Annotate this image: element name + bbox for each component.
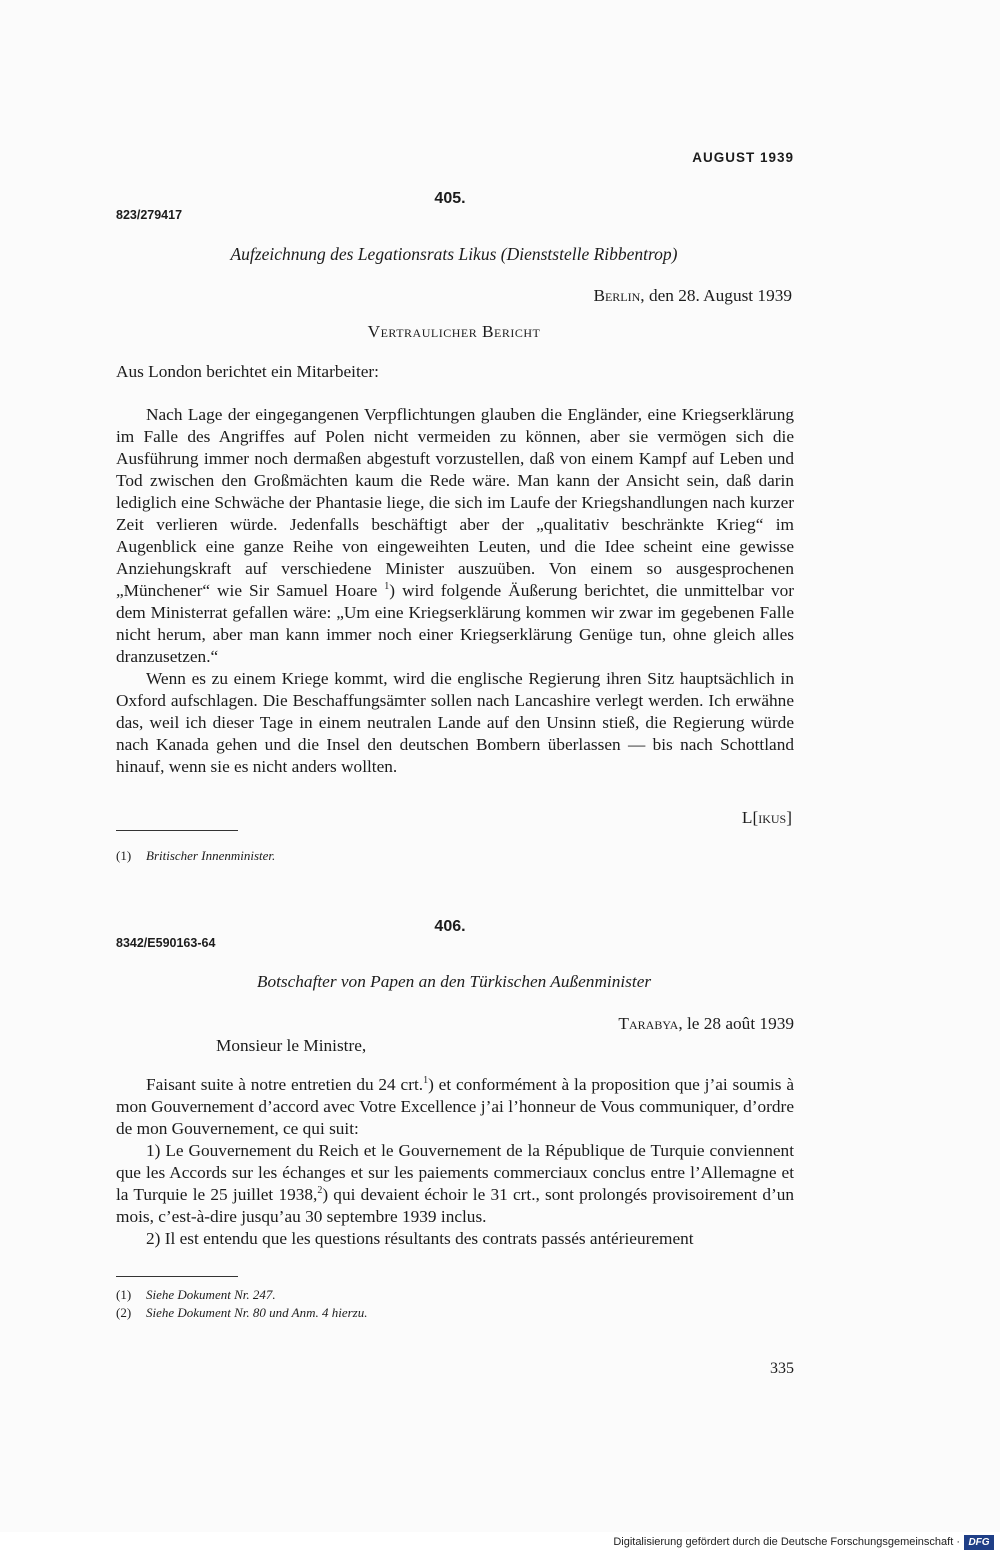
- paragraph: Nach Lage der eingegangenen Verpflichtungen glauben die Engländer, eine Kriegserklärung im Falle des Angriffes auf Polen nicht vermeiden zu können, aber sie vermögen sich die Ausführung immer noch dermaßen abgestuft vorzustellen, daß von einem Kampf auf Leben und Tod zwischen den Großmächten kaum die Rede wäre. Man kann der Ansicht sein, daß darin lediglich eine Schwäche der Phantasie liege, die sich im Laufe der Kriegshandlungen nach kurzer Zeit verlieren würde. Jedenfalls beschäftigt aber der „qualitativ beschränkte Krieg“ im Augenblick eine ganze Reihe von eingeweihten Leuten, und die Idee scheint eine gewisse Anziehungskraft auf verschiedene Minister auszuüben. Von einem so ausgesprochenen „Münchener“ wie Sir Samuel Hoare $^1$) wird folgende Äußerung berichtet, die unmittelbar vor dem Ministerrat gefallen wäre: „Um eine Kriegserklärung kommen wir zwar im gegebenen Falle nicht herum, aber man kann immer noch einer Kriegserklärung Genüge tun, ohne gleich alles dranzusetzen.“: [116, 405, 794, 666]
- document-reference-405: 823/279417: [116, 208, 183, 222]
- paragraph: 2) Il est entendu que les questions résultants des contrats passés antérieurement: [146, 1229, 694, 1248]
- signature: L[ikus]: [741, 808, 792, 827]
- dfg-logo: DFG: [964, 1535, 994, 1550]
- footnote-reference: 1: [384, 581, 390, 593]
- salutation: Monsieur le Ministre,: [216, 1036, 367, 1055]
- footnote-rule: [116, 1276, 238, 1277]
- dateline-405: [593, 286, 792, 306]
- letter-body: [116, 1074, 794, 1250]
- paragraph: Wenn es zu einem Kriege kommt, wird die englische Regierung ihren Sitz hauptsächlich in Oxford aufschlagen. Die Beschaffungsämter sollen nach Lancashire verlegt werden. Ich erwähne das, weil ich dieser Tage in einem neutralen Lande auf den Unsinn stieß, die Regierung würde nach Kanada gehen und die Insel den deutschen Bombern überlassen — bis nach Schottland hinauf, wenn sie es nicht anders wollten.: [116, 669, 794, 776]
- paragraph: 1) Le Gouvernement du Reich et le Gouvernement de la République de Turquie conviennent que les Accords sur les échanges et sur les paiements commerciaux conclus entre l’Allemagne et la Turquie le 25 juillet 1938,$^2$) qui devaient échoir le 31 crt., sont prolongés provisoirement d’un mois, c’est-à-dire jusqu’au 30 septembre 1939 inclus.: [116, 1141, 794, 1226]
- dateline-406: [618, 1014, 794, 1034]
- running-head: AUGUST 1939: [692, 150, 794, 165]
- dateline-date: , le 28 août 1939: [678, 1014, 794, 1033]
- report-body: [116, 404, 794, 778]
- footnote-406-1: (1) Siehe Dokument Nr. 247.: [116, 1287, 276, 1302]
- footnote-rule: [116, 830, 238, 831]
- report-intro: Aus London berichtet ein Mitarbeiter:: [116, 362, 379, 381]
- footnote-reference: 1: [423, 1075, 429, 1087]
- document-number-406: 406.: [434, 918, 466, 935]
- document-title-406: Botschafter von Papen an den Türkischen Außenminister: [256, 972, 652, 991]
- dateline-date: , den 28. August 1939: [640, 286, 792, 305]
- funding-credit: Digitalisierung gefördert durch die Deutsche Forschungsgemeinschaft ·: [613, 1536, 960, 1548]
- report-heading: Vertraulicher Bericht: [367, 322, 541, 341]
- page-number: 335: [770, 1360, 794, 1377]
- paragraph: Faisant suite à notre entretien du 24 crt.$^1$) et conformément à la proposition que j’ai soumis à mon Gouvernement d’accord avec Votre Excellence j’ai l’honneur de Vous communiquer, d’ordre de mon Gouvernement, ce qui suit:: [116, 1075, 794, 1138]
- digitization-bar: [0, 1532, 1000, 1554]
- dateline-place: Berlin: [593, 286, 641, 305]
- document-reference-406: 8342/E590163-64: [116, 936, 216, 950]
- document-title-405: Aufzeichnung des Legationsrats Likus (Dienststelle Ribbentrop): [230, 244, 678, 264]
- dateline-place: Tarabya: [618, 1014, 679, 1033]
- document-number-405: 405.: [434, 190, 466, 207]
- footnote-reference: 2: [317, 1185, 323, 1197]
- footnote-405-1: (1) Britischer Innenminister.: [116, 848, 276, 863]
- footnote-406-2: (2) Siehe Dokument Nr. 80 und Anm. 4 hierzu.: [116, 1305, 368, 1320]
